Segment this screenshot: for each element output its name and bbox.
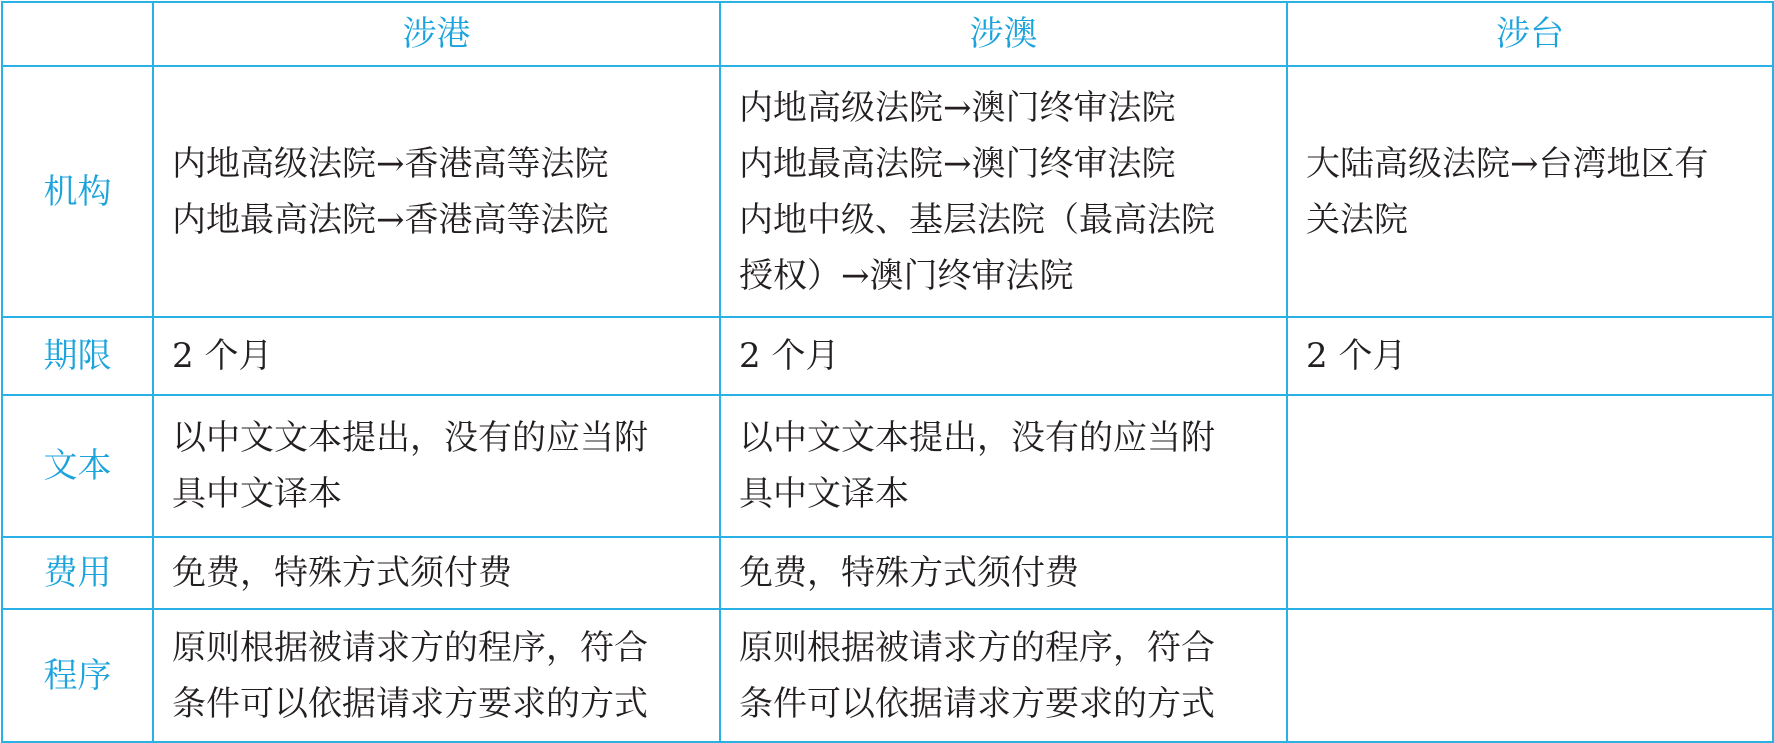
column-header-hk: 涉港 bbox=[153, 2, 720, 66]
cell-fee-taiwan bbox=[1287, 537, 1773, 609]
header-row bbox=[2, 2, 1773, 66]
column-header-macao: 涉澳 bbox=[720, 2, 1287, 66]
row-header-procedure: 程序 bbox=[2, 609, 153, 742]
cell-text-taiwan bbox=[1287, 395, 1773, 537]
cell-line: 条件可以依据请求方要求的方式 bbox=[172, 683, 648, 724]
cell-line: 免费，特殊方式须付费 bbox=[172, 553, 512, 593]
cell-line: 具中文译本 bbox=[739, 474, 909, 514]
table-row bbox=[2, 317, 1773, 395]
cell-line: 内地最高法院→澳门终审法院 bbox=[739, 143, 1176, 184]
row-header-deadline: 期限 bbox=[2, 317, 153, 395]
cell-line: 关法院 bbox=[1306, 199, 1408, 240]
cell-line: 条件可以依据请求方要求的方式 bbox=[739, 683, 1215, 724]
cell-line: 具中文译本 bbox=[172, 474, 342, 514]
cell-fee-macao bbox=[720, 537, 1287, 609]
cell-line: 原则根据被请求方的程序，符合 bbox=[739, 627, 1215, 668]
table-row bbox=[2, 66, 1773, 317]
row-header-text: 文本 bbox=[2, 395, 153, 537]
cell-procedure-hk bbox=[153, 609, 720, 742]
cell-line: 内地高级法院→香港高等法院 bbox=[172, 143, 609, 184]
cell-institution-taiwan bbox=[1287, 66, 1773, 317]
comparison-table bbox=[1, 1, 1774, 743]
cell-deadline-taiwan bbox=[1287, 317, 1773, 395]
table-row bbox=[2, 537, 1773, 609]
cell-line: 内地高级法院→澳门终审法院 bbox=[739, 87, 1176, 128]
cell-line: 以中文文本提出，没有的应当附 bbox=[172, 418, 648, 458]
row-header-institution: 机构 bbox=[2, 66, 153, 317]
table-row bbox=[2, 609, 1773, 742]
cell-line: 授权）→澳门终审法院 bbox=[739, 255, 1074, 296]
cell-line: 原则根据被请求方的程序，符合 bbox=[172, 627, 648, 668]
cell-line: 2 个月 bbox=[739, 336, 840, 376]
cell-deadline-hk bbox=[153, 317, 720, 395]
cell-line: 2 个月 bbox=[172, 336, 273, 376]
cell-text-hk bbox=[153, 395, 720, 537]
cell-procedure-taiwan bbox=[1287, 609, 1773, 742]
cell-institution-macao bbox=[720, 66, 1287, 317]
row-header-fee: 费用 bbox=[2, 537, 153, 609]
cell-procedure-macao bbox=[720, 609, 1287, 742]
cell-fee-hk bbox=[153, 537, 720, 609]
cell-line: 内地中级、基层法院（最高法院 bbox=[739, 199, 1215, 240]
cell-deadline-macao bbox=[720, 317, 1287, 395]
cell-institution-hk bbox=[153, 66, 720, 317]
cell-line: 以中文文本提出，没有的应当附 bbox=[739, 418, 1215, 458]
cell-text-macao bbox=[720, 395, 1287, 537]
column-header-taiwan: 涉台 bbox=[1287, 2, 1773, 66]
table-row bbox=[2, 395, 1773, 537]
cell-line: 大陆高级法院→台湾地区有 bbox=[1306, 143, 1709, 184]
corner-cell bbox=[2, 2, 153, 66]
cell-line: 免费，特殊方式须付费 bbox=[739, 553, 1079, 593]
cell-line: 2 个月 bbox=[1306, 336, 1407, 376]
cell-line: 内地最高法院→香港高等法院 bbox=[172, 199, 609, 240]
